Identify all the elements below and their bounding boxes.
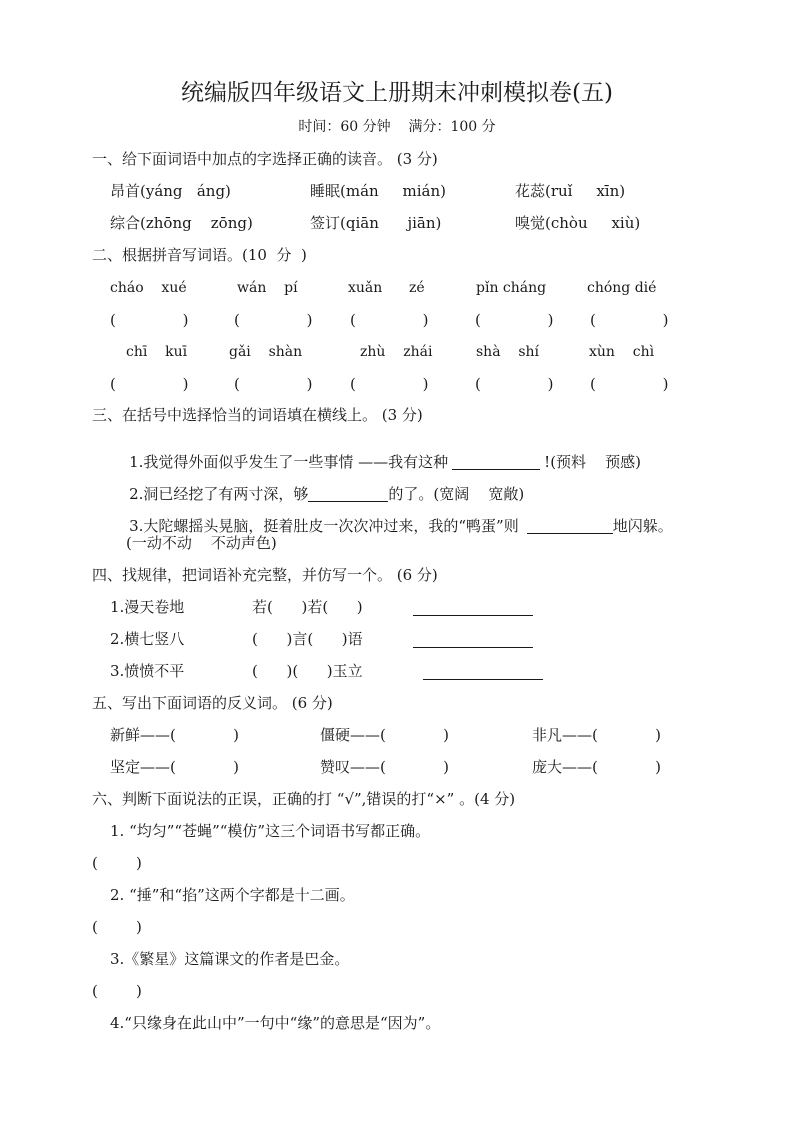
pinyin-6: chī kuī — [126, 344, 188, 360]
pinyin-5: chóng dié — [587, 280, 657, 296]
judge-statement-3: 3.《繁星》这篇课文的作者是巴金。 — [110, 950, 350, 968]
judge-statement-4: 4.“只缘身在此山中”一句中“缘”的意思是“因为”。 — [110, 1014, 441, 1032]
pinyin-3: xuǎn zé — [348, 280, 425, 296]
fill-line[interactable] — [413, 647, 533, 648]
section-5-heading: 五、写出下面词语的反义词。 (6 分) — [92, 694, 333, 712]
section-6-heading: 六、判断下面说法的正误，正确的打 “√”,错误的打“×” 。(4 分) — [92, 790, 516, 808]
section-1-heading: 一、给下面词语中加点的字选择正确的读音。 (3 分) — [92, 150, 438, 168]
pinyin-9: shà shí — [476, 344, 540, 360]
answer-bracket[interactable]: ( ) — [475, 375, 554, 393]
answer-bracket[interactable]: ( ) — [350, 311, 429, 329]
answer-bracket[interactable]: ( ) — [590, 311, 669, 329]
judge-statement-1: 1. “均匀”“苍蝇”“模仿”这三个词语书写都正确。 — [110, 822, 431, 840]
fill-blank[interactable] — [308, 487, 388, 502]
exam-title: 统编版四年级语文上册期末冲刺模拟卷(五) — [181, 80, 613, 106]
s3-q1-text: 1.我觉得外面似乎发生了一些事情 ——我有这种 — [129, 453, 449, 471]
s4-pattern-1[interactable]: 若( )若( ) — [252, 598, 363, 616]
answer-bracket[interactable]: ( ) — [234, 375, 313, 393]
s3-q1-options: !(预料 预感) — [544, 453, 641, 471]
exam-subtitle: 时间：60 分钟 满分：100 分 — [298, 119, 496, 135]
section-2-heading: 二、根据拼音写词语。(10 分 ) — [92, 246, 307, 264]
antonym-item[interactable]: 僵硬——( ) — [320, 726, 449, 744]
answer-bracket[interactable]: ( ) — [475, 311, 554, 329]
section-3-heading: 三、在括号中选择恰当的词语填在横线上。 (3 分) — [92, 406, 423, 424]
s1-item-1: 昂首(yáng áng) — [110, 182, 231, 200]
answer-bracket[interactable]: ( ) — [590, 375, 669, 393]
section-4-heading: 四、找规律，把词语补充完整，并仿写一个。 (6 分) — [92, 566, 438, 584]
answer-bracket[interactable]: ( ) — [110, 311, 189, 329]
s4-example-3: 3.愤愤不平 — [110, 662, 185, 680]
pinyin-2: wán pí — [237, 280, 298, 296]
answer-bracket[interactable]: ( ) — [234, 311, 313, 329]
antonym-item[interactable]: 坚定——( ) — [110, 758, 239, 776]
fill-line[interactable] — [413, 615, 533, 616]
s4-pattern-2[interactable]: ( )言( )语 — [252, 630, 363, 648]
antonym-item[interactable]: 新鲜——( ) — [110, 726, 239, 744]
s3-q3-options: (一动不动 不动声色) — [126, 534, 277, 552]
s4-example-1: 1.漫天卷地 — [110, 598, 185, 616]
pinyin-8: zhù zhái — [360, 344, 433, 360]
s3-q3-suffix: 地闪躲。 — [612, 517, 673, 535]
pinyin-4: pǐn cháng — [476, 280, 547, 296]
fill-blank[interactable] — [452, 455, 540, 470]
pinyin-10: xùn chì — [589, 344, 655, 360]
answer-bracket[interactable]: ( ) — [350, 375, 429, 393]
s1-item-3: 花蕊(ruǐ xīn) — [515, 182, 626, 200]
judge-statement-2: 2. “捶”和“掐”这两个字都是十二画。 — [110, 886, 355, 904]
judge-answer-bracket[interactable]: ( ) — [92, 854, 142, 872]
s4-pattern-3[interactable]: ( )( )玉立 — [252, 662, 363, 680]
s3-q2-options: 的了。(宽阔 宽敞) — [388, 485, 525, 503]
s3-q2-text: 2.洞已经挖了有两寸深，够 — [129, 485, 309, 503]
antonym-item[interactable]: 庞大——( ) — [532, 758, 661, 776]
judge-answer-bracket[interactable]: ( ) — [92, 918, 142, 936]
s4-example-2: 2.横七竖八 — [110, 630, 185, 648]
pinyin-1: cháo xué — [110, 280, 187, 296]
fill-blank[interactable] — [527, 519, 613, 534]
judge-answer-bracket[interactable]: ( ) — [92, 982, 142, 1000]
s3-q3-text: 3.大陀螺摇头晃脑，挺着肚皮一次次冲过来，我的“鸭蛋”则 — [129, 517, 519, 535]
antonym-item[interactable]: 非凡——( ) — [532, 726, 661, 744]
antonym-item[interactable]: 赞叹——( ) — [320, 758, 449, 776]
answer-bracket[interactable]: ( ) — [110, 375, 189, 393]
s1-item-2: 睡眠(mán mián) — [310, 182, 446, 200]
s1-item-4: 综合(zhōng zōng) — [110, 214, 253, 232]
s1-item-5: 签订(qiān jiān) — [310, 214, 442, 232]
s1-item-6: 嗅觉(chòu xiù) — [515, 214, 641, 232]
fill-line[interactable] — [423, 679, 543, 680]
pinyin-7: gǎi shàn — [229, 344, 303, 360]
